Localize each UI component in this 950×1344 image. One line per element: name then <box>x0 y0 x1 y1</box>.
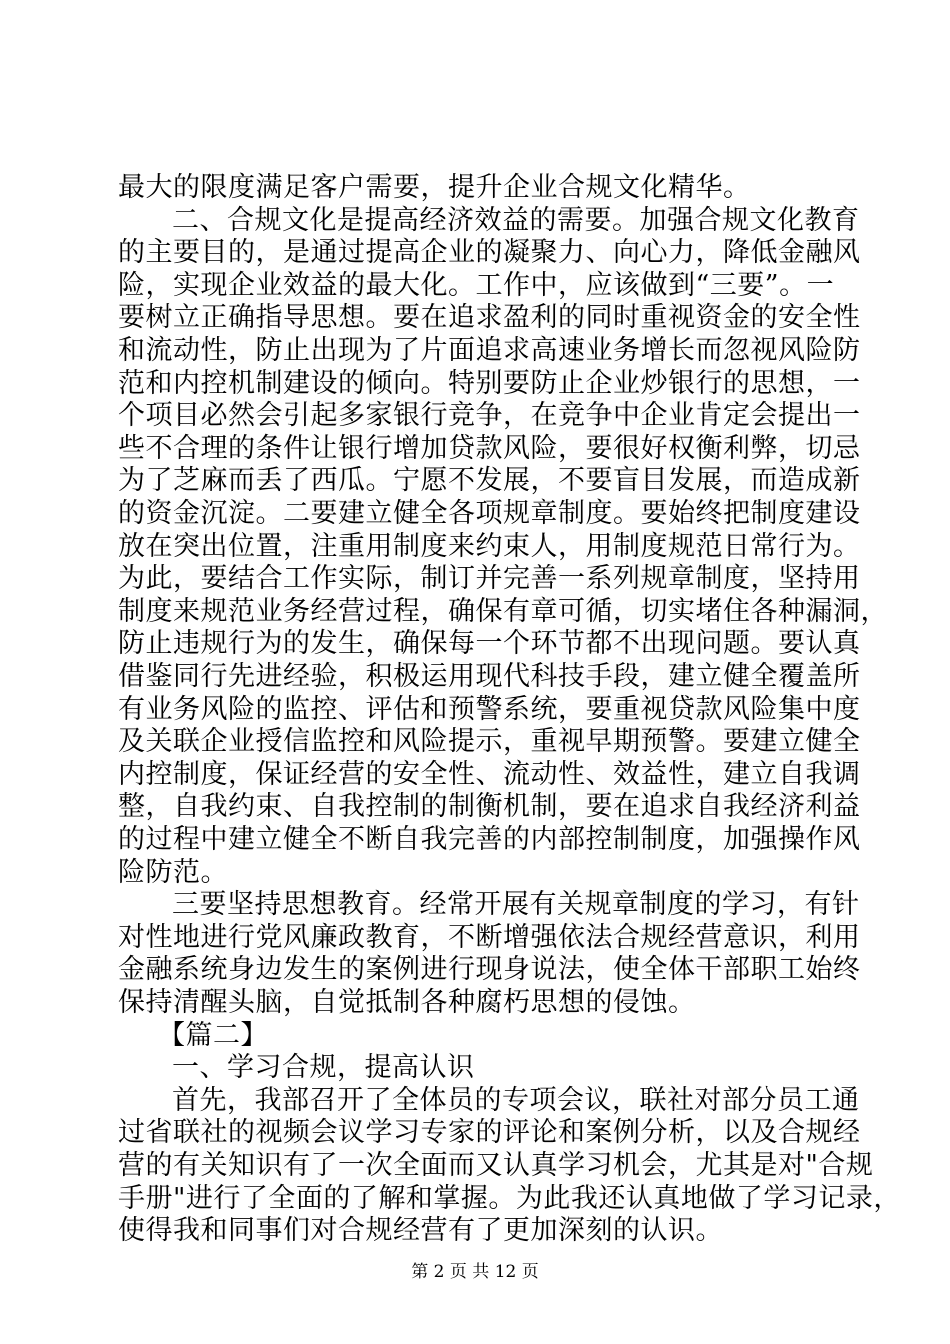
page-number-footer: 第 2 页 共 12 页 <box>411 1262 539 1283</box>
body-text-line: 些不合理的条件让银行增加贷款风险，要很好权衡利弊，切忌 <box>118 432 861 464</box>
section-heading-line: 一、学习合规，提高认识 <box>172 1052 475 1084</box>
body-text-line: 金融系统身边发生的案例进行现身说法，使全体干部职工始终 <box>118 954 861 986</box>
body-text-line: 的资金沉淀。二要建立健全各项规章制度。要始终把制度建设 <box>118 498 861 529</box>
body-text-line: 制度来规范业务经营过程，确保有章可循，切实堵住各种漏洞， <box>118 595 888 627</box>
body-text-line: 过省联社的视频会议学习专家的评论和案例分析，以及合规经 <box>118 1117 861 1149</box>
part-heading: 【篇二】 <box>158 1019 268 1051</box>
body-text-line: 内控制度，保证经营的安全性、流动性、效益性，建立自我调 <box>118 758 861 790</box>
body-text-line: 的主要目的，是通过提高企业的凝聚力、向心力，降低金融风 <box>118 237 861 269</box>
body-text-line: 放在突出位置，注重用制度来约束人，用制度规范日常行为。 <box>118 530 861 562</box>
body-text-line: 首先，我部召开了全体员的专项会议，联社对部分员工通 <box>172 1084 860 1116</box>
body-text-line: 借鉴同行先进经验，积极运用现代科技手段，建立健全覆盖所 <box>118 661 861 692</box>
body-text-line: 营的有关知识有了一次全面而又认真学习机会，尤其是对"合规 <box>118 1150 874 1181</box>
body-text-line: 和流动性，防止出现为了片面追求高速业务增长而忽视风险防 <box>118 335 861 366</box>
body-text-line: 有业务风险的监控、评估和预警系统，要重视贷款风险集中度 <box>118 693 861 725</box>
body-text-line: 为了芝麻而丢了西瓜。宁愿不发展，不要盲目发展，而造成新 <box>118 465 861 497</box>
body-text-line: 要树立正确指导思想。要在追求盈利的同时重视资金的安全性 <box>118 302 861 334</box>
body-text-line: 险防范。 <box>118 856 228 888</box>
section-heading-line: 二、合规文化是提高经济效益的需要。加强合规文化教育 <box>172 204 860 236</box>
body-text-line: 范和内控机制建设的倾向。特别要防止企业炒银行的思想，一 <box>118 367 861 399</box>
body-text-line: 个项目必然会引起多家银行竞争，在竞争中企业肯定会提出一 <box>118 400 861 432</box>
body-text-line: 整，自我约束、自我控制的制衡机制，要在追求自我经济利益 <box>118 791 861 823</box>
body-text-line: 最大的限度满足客户需要，提升企业合规文化精华。 <box>118 172 751 203</box>
body-text-line: 的过程中建立健全不断自我完善的内部控制制度，加强操作风 <box>118 824 861 855</box>
body-text-line: 防止违规行为的发生，确保每一个环节都不出现问题。要认真 <box>118 628 861 660</box>
body-text-line: 对性地进行党风廉政教育，不断增强依法合规经营意识，利用 <box>118 921 861 953</box>
body-text-line: 及关联企业授信监控和风险提示，重视早期预警。要建立健全 <box>118 726 861 758</box>
body-text-line: 使得我和同事们对合规经营有了更加深刻的认识。 <box>118 1215 723 1247</box>
body-text-line: 三要坚持思想教育。经常开展有关规章制度的学习，有针 <box>172 889 860 921</box>
body-text-line: 手册"进行了全面的了解和掌握。为此我还认真地做了学习记录， <box>118 1182 901 1214</box>
body-text-line: 保持清醒头脑，自觉抵制各种腐朽思想的侵蚀。 <box>118 987 696 1018</box>
body-text-line: 险，实现企业效益的最大化。工作中，应该做到“三要”。一 <box>118 269 835 301</box>
body-text-line: 为此，要结合工作实际，制订并完善一系列规章制度，坚持用 <box>118 563 861 595</box>
